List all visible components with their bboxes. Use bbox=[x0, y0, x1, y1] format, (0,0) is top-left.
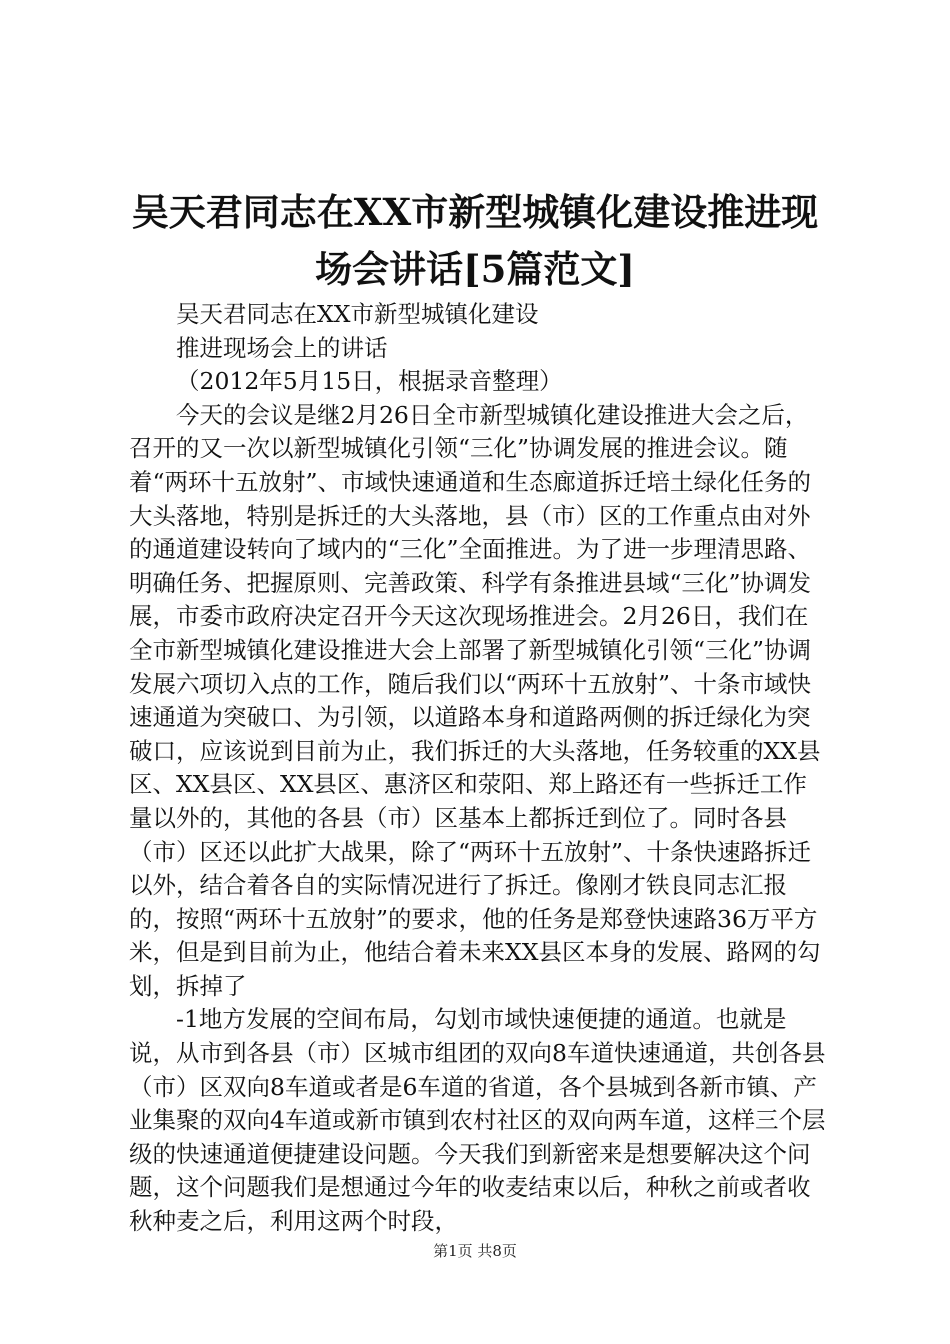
document-title: 吴天君同志在XX市新型城镇化建设推进现场会讲话[5篇范文] bbox=[131, 190, 819, 291]
page-footer: 第1页 共8页 bbox=[433, 1242, 517, 1260]
paragraph-2: -1地方发展的空间布局，勾划市域快速便捷的通道。也就是说，从市到各县（市）区城市组团的双向8车道快速通道，共创各县（市）区双向8车道或者是6车道的省道，各个县城到各新市镇、产业集聚的双向4车道或新市镇到农村社区的双向两车道，这样三个层级的快速通道便捷建设问题。今天我们到新密来是想要解决这个问题，这个问题我们是想通过今年的收麦结束以后，种秋之前或者收秋种麦之后，利用这两个时段， bbox=[129, 1005, 826, 1236]
paragraph-1: 今天的会议是继2月26日全市新型城镇化建设推进大会之后，召开的又一次以新型城镇化引领“三化”协调发展的推进会议。随着“两环十五放射”、市域快速通道和生态廊道拆迁培土绿化任务的大头落地，特别是拆迁的大头落地，县（市）区的工作重点由对外的通道建设转向了域内的“三化”全面推进。为了进一步理清思路、明确任务、把握原则、完善政策、科学有条推进县域“三化”协调发展，市委市政府决定召开今天这次现场推进会。2月26日，我们在全市新型城镇化建设推进大会上部署了新型城镇化引领“三化”协调发展六项切入点的工作，随后我们以“两环十五放射”、十条市域快速通道为突破口、为引领，以道路本身和道路两侧的拆迁绿化为突破口，应该说到目前为止，我们拆迁的大头落地，任务较重的XX县区、XX县区、XX县区、惠济区和荥阳、郑上路还有一些拆迁工作量以外的，其他的各县（市）区基本上都拆迁到位了。同时各县（市）区还以此扩大战果，除了“两环十五放射”、十条快速路拆迁以外，结合着各自的实际情况进行了拆迁。像刚才铁良同志汇报的，按照“两环十五放射”的要求，他的任务是郑登快速路36万平方米，但是到目前为止，他结合着未来XX县区本身的发展、路网的勾划，拆掉了 bbox=[129, 400, 821, 1000]
recording-note: （2012年5月15日，根据录音整理） bbox=[176, 367, 563, 396]
subtitle-line-1: 吴天君同志在XX市新型城镇化建设 bbox=[176, 300, 539, 328]
subtitle-line-2: 推进现场会上的讲话 bbox=[176, 333, 388, 362]
document-body bbox=[129, 298, 829, 1239]
